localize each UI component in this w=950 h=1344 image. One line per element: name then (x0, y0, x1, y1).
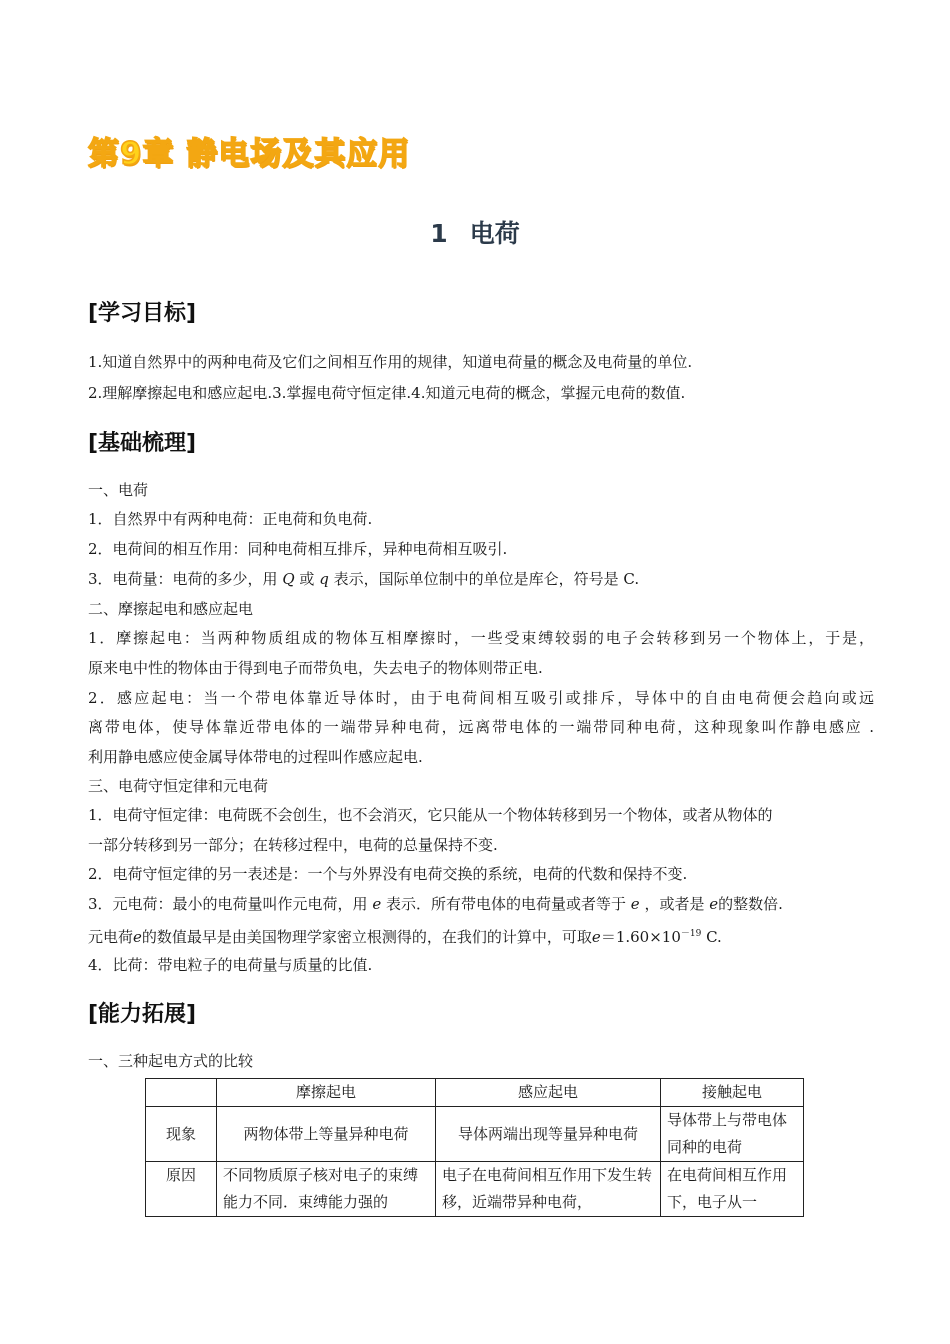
table-cell: 不同物质原子核对电子的束缚能力不同．束缚能力强的 (217, 1162, 436, 1217)
table-cell: 导体两端出现等量异种电荷 (436, 1107, 661, 1162)
basics-section-3-title: 三、电荷守恒定律和元电荷 (88, 777, 269, 795)
symbol-e: e (591, 928, 601, 946)
basics-elementary-value-line (88, 924, 722, 947)
text-span: 的数值最早是由美国物理学家密立根测得的，在我们的计算中，可取 (141, 928, 592, 946)
exponent: －19 (680, 929, 702, 939)
text-span: 表示，国际单位制中的单位是库仑，符号是 C. (333, 570, 640, 588)
basics-paragraph-line: 利用静电感应使金属导体带电的过程叫作感应起电. (88, 748, 423, 766)
basics-item: 1．自然界中有两种电荷：正电荷和负电荷. (88, 510, 373, 528)
section-number: 1 (430, 219, 448, 248)
table-cell: 电子在电荷间相互作用下发生转移，近端带异种电荷， (436, 1162, 661, 1217)
table-cell: 两物体带上等量异种电荷 (217, 1107, 436, 1162)
basics-paragraph-line: 离带电体，使导体靠近带电体的一端带异种电荷，远离带电体的一端带同种电荷，这种现象叫作静电感应 . (88, 718, 874, 736)
chapter-title: 第9章 静电场及其应用 (88, 136, 411, 172)
table-row (146, 1162, 804, 1217)
text-span: C. (701, 928, 722, 946)
table-header-cell: 感应起电 (436, 1079, 661, 1107)
table-cell: 导体带上与带电体同种的电荷 (661, 1107, 804, 1162)
basics-paragraph-line: 2．感应起电：当一个带电体靠近导体时，由于电荷间相互吸引或排斥，导体中的自由电荷便会趋向或远 (88, 689, 874, 707)
table-header-row (146, 1079, 804, 1107)
text-span: 或 (299, 570, 315, 588)
table-row (146, 1107, 804, 1162)
extension-section-1-title: 一、三种起电方式的比较 (88, 1052, 254, 1070)
table-row-label: 现象 (146, 1107, 217, 1162)
text-span: 表示．所有带电体的电荷量或者等于 (386, 895, 627, 913)
basics-section-1-title: 一、电荷 (88, 481, 149, 499)
objective-line-2: 2.理解摩擦起电和感应起电.3.掌握电荷守恒定律.4.知道元电荷的概念，掌握元电荷的数值. (88, 384, 686, 402)
basics-heading: [基础梳理] (88, 431, 197, 456)
symbol-e: e (372, 895, 382, 913)
table-cell: 在电荷间相互作用下，电子从一 (661, 1162, 804, 1217)
symbol-Q: Q (282, 570, 295, 588)
text-span: ，或者是 (644, 895, 705, 913)
basics-paragraph-line: 4．比荷：带电粒子的电荷量与质量的比值. (88, 956, 373, 974)
basics-section-2-title: 二、摩擦起电和感应起电 (88, 600, 254, 618)
table-header-cell: 接触起电 (661, 1079, 804, 1107)
symbol-q: q (319, 570, 329, 588)
basics-paragraph-line: 原来电中性的物体由于得到电子而带负电，失去电子的物体则带正电. (88, 659, 543, 677)
symbol-e: e (133, 928, 142, 946)
text-span: ＝1.60×10 (600, 928, 681, 946)
text-span: 元电荷 (88, 928, 134, 946)
section-title (0, 214, 950, 250)
objectives-heading: [学习目标] (88, 301, 197, 326)
table-header-cell (146, 1079, 217, 1107)
table-row-label: 原因 (146, 1162, 217, 1217)
text-span: 3．元电荷：最小的电荷量叫作元电荷，用 (88, 895, 368, 913)
symbol-e: e (709, 895, 719, 913)
basics-paragraph-line: 1．电荷守恒定律：电荷既不会创生，也不会消灭，它只能从一个物体转移到另一个物体，或者从物体的 (88, 806, 773, 824)
basics-item: 2．电荷间的相互作用：同种电荷相互排斥，异种电荷相互吸引. (88, 540, 508, 558)
table-header-cell: 摩擦起电 (217, 1079, 436, 1107)
text-span: 的整数倍. (718, 895, 783, 913)
section-name: 电荷 (469, 219, 520, 248)
basics-paragraph-line: 1．摩擦起电：当两种物质组成的物体互相摩擦时，一些受束缚较弱的电子会转移到另一个物体上，于是， (88, 629, 874, 647)
objective-line-1: 1.知道自然界中的两种电荷及它们之间相互作用的规律，知道电荷量的概念及电荷量的单位. (88, 353, 693, 371)
basics-item-charge-quantity (88, 569, 639, 589)
extension-heading: [能力拓展] (88, 1002, 197, 1027)
basics-elementary-charge-line (88, 894, 783, 914)
basics-paragraph-line: 一部分转移到另一部分；在转移过程中，电荷的总量保持不变. (88, 836, 498, 854)
comparison-table (145, 1078, 804, 1217)
text-span: 3．电荷量：电荷的多少，用 (88, 570, 278, 588)
basics-paragraph-line: 2．电荷守恒定律的另一表述是：一个与外界没有电荷交换的系统，电荷的代数和保持不变. (88, 865, 688, 883)
symbol-e: e (630, 895, 640, 913)
